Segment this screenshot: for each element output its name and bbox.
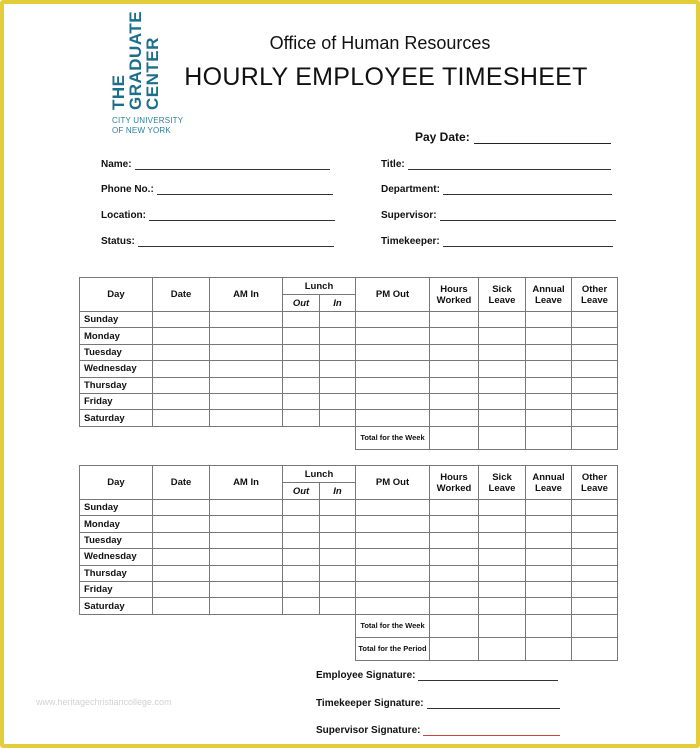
entry-cell[interactable]: [153, 549, 210, 565]
entry-cell[interactable]: [479, 361, 526, 377]
total-cell[interactable]: [430, 426, 479, 449]
pay-date-label: Pay Date:: [415, 130, 470, 144]
day-cell: Tuesday: [80, 344, 153, 360]
entry-cell[interactable]: [572, 361, 618, 377]
entry-cell[interactable]: [210, 532, 283, 548]
entry-cell[interactable]: [283, 500, 320, 516]
entry-cell[interactable]: [283, 516, 320, 532]
week-1-table: [79, 277, 618, 450]
entry-cell[interactable]: [153, 410, 210, 426]
entry-cell[interactable]: [153, 361, 210, 377]
total-cell[interactable]: [526, 426, 572, 449]
entry-cell[interactable]: [479, 377, 526, 393]
entry-cell[interactable]: [283, 377, 320, 393]
col-annual: Annual Leave: [526, 466, 572, 500]
entry-cell[interactable]: [356, 549, 430, 565]
entry-cell[interactable]: [526, 598, 572, 614]
employee-signature-row: [316, 670, 558, 681]
entry-cell[interactable]: [153, 565, 210, 581]
entry-cell[interactable]: [283, 549, 320, 565]
location-row: [101, 210, 335, 221]
entry-cell[interactable]: [430, 581, 479, 597]
entry-cell[interactable]: [572, 328, 618, 344]
table-row: [80, 393, 618, 409]
table-row: [80, 361, 618, 377]
location-field[interactable]: [149, 211, 335, 221]
blank-cell: [80, 637, 356, 660]
department-field[interactable]: [443, 185, 612, 195]
day-cell: Wednesday: [80, 549, 153, 565]
entry-cell[interactable]: [320, 532, 356, 548]
status-label: Status:: [101, 236, 135, 247]
total-cell[interactable]: [479, 614, 526, 637]
supervisor-label: Supervisor:: [381, 210, 437, 221]
entry-cell[interactable]: [526, 549, 572, 565]
entry-cell[interactable]: [526, 328, 572, 344]
logo-line-1: THE: [109, 74, 128, 110]
table-row: [80, 312, 618, 328]
col-lunch-in: In: [320, 295, 356, 312]
col-other: Other Leave: [572, 278, 618, 312]
entry-cell[interactable]: [283, 312, 320, 328]
table-row: [80, 532, 618, 548]
day-cell: Saturday: [80, 598, 153, 614]
col-am-in: AM In: [210, 278, 283, 312]
table-row: [80, 328, 618, 344]
entry-cell[interactable]: [430, 410, 479, 426]
entry-cell[interactable]: [210, 549, 283, 565]
col-lunch-out: Out: [283, 483, 320, 500]
total-period-row: [80, 637, 618, 660]
title-label: Title:: [381, 159, 405, 170]
col-annual: Annual Leave: [526, 278, 572, 312]
table-row: [80, 598, 618, 614]
col-hours: Hours Worked: [430, 466, 479, 500]
timekeeper-signature-label: Timekeeper Signature:: [316, 698, 424, 709]
entry-cell[interactable]: [320, 581, 356, 597]
logo-sub-1: CITY UNIVERSITY: [112, 116, 184, 125]
entry-cell[interactable]: [526, 312, 572, 328]
entry-cell[interactable]: [153, 532, 210, 548]
entry-cell[interactable]: [356, 500, 430, 516]
entry-cell[interactable]: [430, 312, 479, 328]
entry-cell[interactable]: [320, 516, 356, 532]
total-cell[interactable]: [572, 426, 618, 449]
col-lunch-in: In: [320, 483, 356, 500]
pay-date-row: [415, 130, 611, 144]
day-cell: Friday: [80, 581, 153, 597]
total-cell[interactable]: [526, 637, 572, 660]
timekeeper-label: Timekeeper:: [381, 236, 440, 247]
table-row: [80, 565, 618, 581]
employee-signature-label: Employee Signature:: [316, 670, 416, 681]
entry-cell[interactable]: [526, 361, 572, 377]
entry-cell[interactable]: [210, 565, 283, 581]
entry-cell[interactable]: [210, 328, 283, 344]
entry-cell[interactable]: [479, 581, 526, 597]
entry-cell[interactable]: [210, 393, 283, 409]
entry-cell[interactable]: [283, 393, 320, 409]
entry-cell[interactable]: [430, 328, 479, 344]
location-label: Location:: [101, 210, 146, 221]
day-cell: Thursday: [80, 565, 153, 581]
supervisor-row: [381, 210, 616, 221]
entry-cell[interactable]: [153, 598, 210, 614]
entry-cell[interactable]: [210, 377, 283, 393]
table-row: [80, 410, 618, 426]
entry-cell[interactable]: [356, 598, 430, 614]
entry-cell[interactable]: [283, 565, 320, 581]
col-date: Date: [153, 466, 210, 500]
entry-cell[interactable]: [430, 549, 479, 565]
entry-cell[interactable]: [356, 565, 430, 581]
timekeeper-signature-field[interactable]: [427, 699, 560, 709]
supervisor-signature-field[interactable]: [423, 726, 560, 736]
entry-cell[interactable]: [210, 361, 283, 377]
blank-cell: [80, 614, 356, 637]
entry-cell[interactable]: [479, 312, 526, 328]
table-row: [80, 500, 618, 516]
entry-cell[interactable]: [572, 410, 618, 426]
day-cell: Monday: [80, 328, 153, 344]
office-heading: Office of Human Resources: [269, 33, 491, 53]
col-day: Day: [80, 278, 153, 312]
entry-cell[interactable]: [320, 410, 356, 426]
timekeeper-row: [381, 236, 613, 247]
entry-cell[interactable]: [430, 393, 479, 409]
entry-cell[interactable]: [153, 516, 210, 532]
day-cell: Wednesday: [80, 361, 153, 377]
total-cell[interactable]: [572, 637, 618, 660]
entry-cell[interactable]: [356, 377, 430, 393]
logo-line-3: CENTER: [143, 37, 162, 110]
col-date: Date: [153, 278, 210, 312]
entry-cell[interactable]: [430, 565, 479, 581]
entry-cell[interactable]: [320, 328, 356, 344]
entry-cell[interactable]: [210, 410, 283, 426]
department-label: Department:: [381, 184, 440, 195]
col-pm-out: PM Out: [356, 466, 430, 500]
day-cell: Sunday: [80, 500, 153, 516]
entry-cell[interactable]: [356, 328, 430, 344]
entry-cell[interactable]: [320, 312, 356, 328]
entry-cell[interactable]: [479, 344, 526, 360]
entry-cell[interactable]: [210, 312, 283, 328]
entry-cell[interactable]: [572, 532, 618, 548]
entry-cell[interactable]: [572, 581, 618, 597]
entry-cell[interactable]: [572, 516, 618, 532]
entry-cell[interactable]: [210, 516, 283, 532]
entry-cell[interactable]: [356, 393, 430, 409]
entry-cell[interactable]: [356, 410, 430, 426]
entry-cell[interactable]: [572, 312, 618, 328]
table-row: [80, 581, 618, 597]
entry-cell[interactable]: [210, 598, 283, 614]
col-sick: Sick Leave: [479, 466, 526, 500]
entry-cell[interactable]: [572, 565, 618, 581]
entry-cell[interactable]: [526, 500, 572, 516]
entry-cell[interactable]: [526, 581, 572, 597]
header-row: [80, 278, 618, 295]
day-cell: Friday: [80, 393, 153, 409]
entry-cell[interactable]: [479, 532, 526, 548]
entry-cell[interactable]: [479, 516, 526, 532]
entry-cell[interactable]: [572, 500, 618, 516]
entry-cell[interactable]: [320, 377, 356, 393]
col-sick: Sick Leave: [479, 278, 526, 312]
entry-cell[interactable]: [320, 393, 356, 409]
entry-cell[interactable]: [283, 532, 320, 548]
col-other: Other Leave: [572, 466, 618, 500]
supervisor-field[interactable]: [440, 211, 616, 221]
entry-cell[interactable]: [153, 377, 210, 393]
total-cell[interactable]: [572, 614, 618, 637]
entry-cell[interactable]: [153, 500, 210, 516]
entry-cell[interactable]: [479, 500, 526, 516]
entry-cell[interactable]: [320, 500, 356, 516]
pay-date-field[interactable]: [474, 132, 611, 144]
day-cell: Thursday: [80, 377, 153, 393]
col-lunch-out: Out: [283, 295, 320, 312]
entry-cell[interactable]: [430, 344, 479, 360]
entry-cell[interactable]: [210, 344, 283, 360]
entry-cell[interactable]: [356, 516, 430, 532]
entry-cell[interactable]: [320, 549, 356, 565]
table-row: [80, 377, 618, 393]
entry-cell[interactable]: [430, 532, 479, 548]
entry-cell[interactable]: [153, 328, 210, 344]
entry-cell[interactable]: [526, 565, 572, 581]
entry-cell[interactable]: [430, 361, 479, 377]
timekeeper-signature-row: [316, 698, 560, 709]
entry-cell[interactable]: [283, 344, 320, 360]
col-am-in: AM In: [210, 466, 283, 500]
phone-field[interactable]: [157, 185, 333, 195]
page-title: HOURLY EMPLOYEE TIMESHEET: [184, 63, 588, 91]
total-week-label: Total for the Week: [356, 426, 430, 449]
entry-cell[interactable]: [283, 361, 320, 377]
entry-cell[interactable]: [526, 344, 572, 360]
entry-cell[interactable]: [356, 312, 430, 328]
entry-cell[interactable]: [526, 393, 572, 409]
total-period-label: Total for the Period: [356, 637, 430, 660]
supervisor-signature-label: Supervisor Signature:: [316, 725, 421, 736]
entry-cell[interactable]: [430, 377, 479, 393]
entry-cell[interactable]: [283, 598, 320, 614]
entry-cell[interactable]: [572, 377, 618, 393]
entry-cell[interactable]: [479, 328, 526, 344]
employee-signature-field[interactable]: [418, 671, 558, 681]
name-label: Name:: [101, 159, 132, 170]
entry-cell[interactable]: [479, 565, 526, 581]
entry-cell[interactable]: [572, 344, 618, 360]
entry-cell[interactable]: [320, 565, 356, 581]
logo-sub-2: OF NEW YORK: [112, 126, 171, 135]
day-cell: Tuesday: [80, 532, 153, 548]
table-row: [80, 549, 618, 565]
header-row: [80, 466, 618, 483]
entry-cell[interactable]: [356, 344, 430, 360]
entry-cell[interactable]: [283, 410, 320, 426]
entry-cell[interactable]: [356, 361, 430, 377]
total-week-row: [80, 614, 618, 637]
name-field[interactable]: [135, 160, 330, 170]
entry-cell[interactable]: [430, 500, 479, 516]
entry-cell[interactable]: [320, 344, 356, 360]
day-cell: Saturday: [80, 410, 153, 426]
entry-cell[interactable]: [320, 361, 356, 377]
entry-cell[interactable]: [572, 598, 618, 614]
entry-cell[interactable]: [479, 549, 526, 565]
entry-cell[interactable]: [210, 581, 283, 597]
total-cell[interactable]: [479, 637, 526, 660]
entry-cell[interactable]: [153, 344, 210, 360]
total-cell[interactable]: [430, 614, 479, 637]
blank-cell: [80, 426, 356, 449]
col-lunch: Lunch: [283, 466, 356, 483]
entry-cell[interactable]: [356, 532, 430, 548]
entry-cell[interactable]: [320, 598, 356, 614]
entry-cell[interactable]: [283, 328, 320, 344]
entry-cell[interactable]: [526, 410, 572, 426]
entry-cell[interactable]: [153, 393, 210, 409]
phone-row: [101, 184, 333, 195]
phone-label: Phone No.:: [101, 184, 154, 195]
entry-cell[interactable]: [479, 393, 526, 409]
total-week-label: Total for the Week: [356, 614, 430, 637]
entry-cell[interactable]: [430, 598, 479, 614]
entry-cell[interactable]: [479, 410, 526, 426]
supervisor-signature-row: [316, 725, 560, 736]
status-row: [101, 236, 334, 247]
watermark: www.heritagechristiancollege.com: [36, 697, 172, 707]
entry-cell[interactable]: [572, 549, 618, 565]
entry-cell[interactable]: [210, 500, 283, 516]
entry-cell[interactable]: [283, 581, 320, 597]
total-cell[interactable]: [526, 614, 572, 637]
entry-cell[interactable]: [526, 516, 572, 532]
entry-cell[interactable]: [356, 581, 430, 597]
total-week-row: [80, 426, 618, 449]
entry-cell[interactable]: [153, 581, 210, 597]
entry-cell[interactable]: [153, 312, 210, 328]
entry-cell[interactable]: [479, 598, 526, 614]
table-row: [80, 516, 618, 532]
col-hours: Hours Worked: [430, 278, 479, 312]
title-row: [381, 159, 611, 170]
status-field[interactable]: [138, 237, 334, 247]
col-pm-out: PM Out: [356, 278, 430, 312]
week-2-table: [79, 465, 618, 661]
entry-cell[interactable]: [430, 516, 479, 532]
table-row: [80, 344, 618, 360]
logo-line-2: GRADUATE: [126, 10, 145, 110]
day-cell: Sunday: [80, 312, 153, 328]
entry-cell[interactable]: [526, 532, 572, 548]
entry-cell[interactable]: [572, 393, 618, 409]
total-cell[interactable]: [430, 637, 479, 660]
name-row: [101, 159, 330, 170]
day-cell: Monday: [80, 516, 153, 532]
total-cell[interactable]: [479, 426, 526, 449]
col-lunch: Lunch: [283, 278, 356, 295]
col-day: Day: [80, 466, 153, 500]
timekeeper-field[interactable]: [443, 237, 613, 247]
entry-cell[interactable]: [526, 377, 572, 393]
department-row: [381, 184, 612, 195]
title-field[interactable]: [408, 160, 611, 170]
